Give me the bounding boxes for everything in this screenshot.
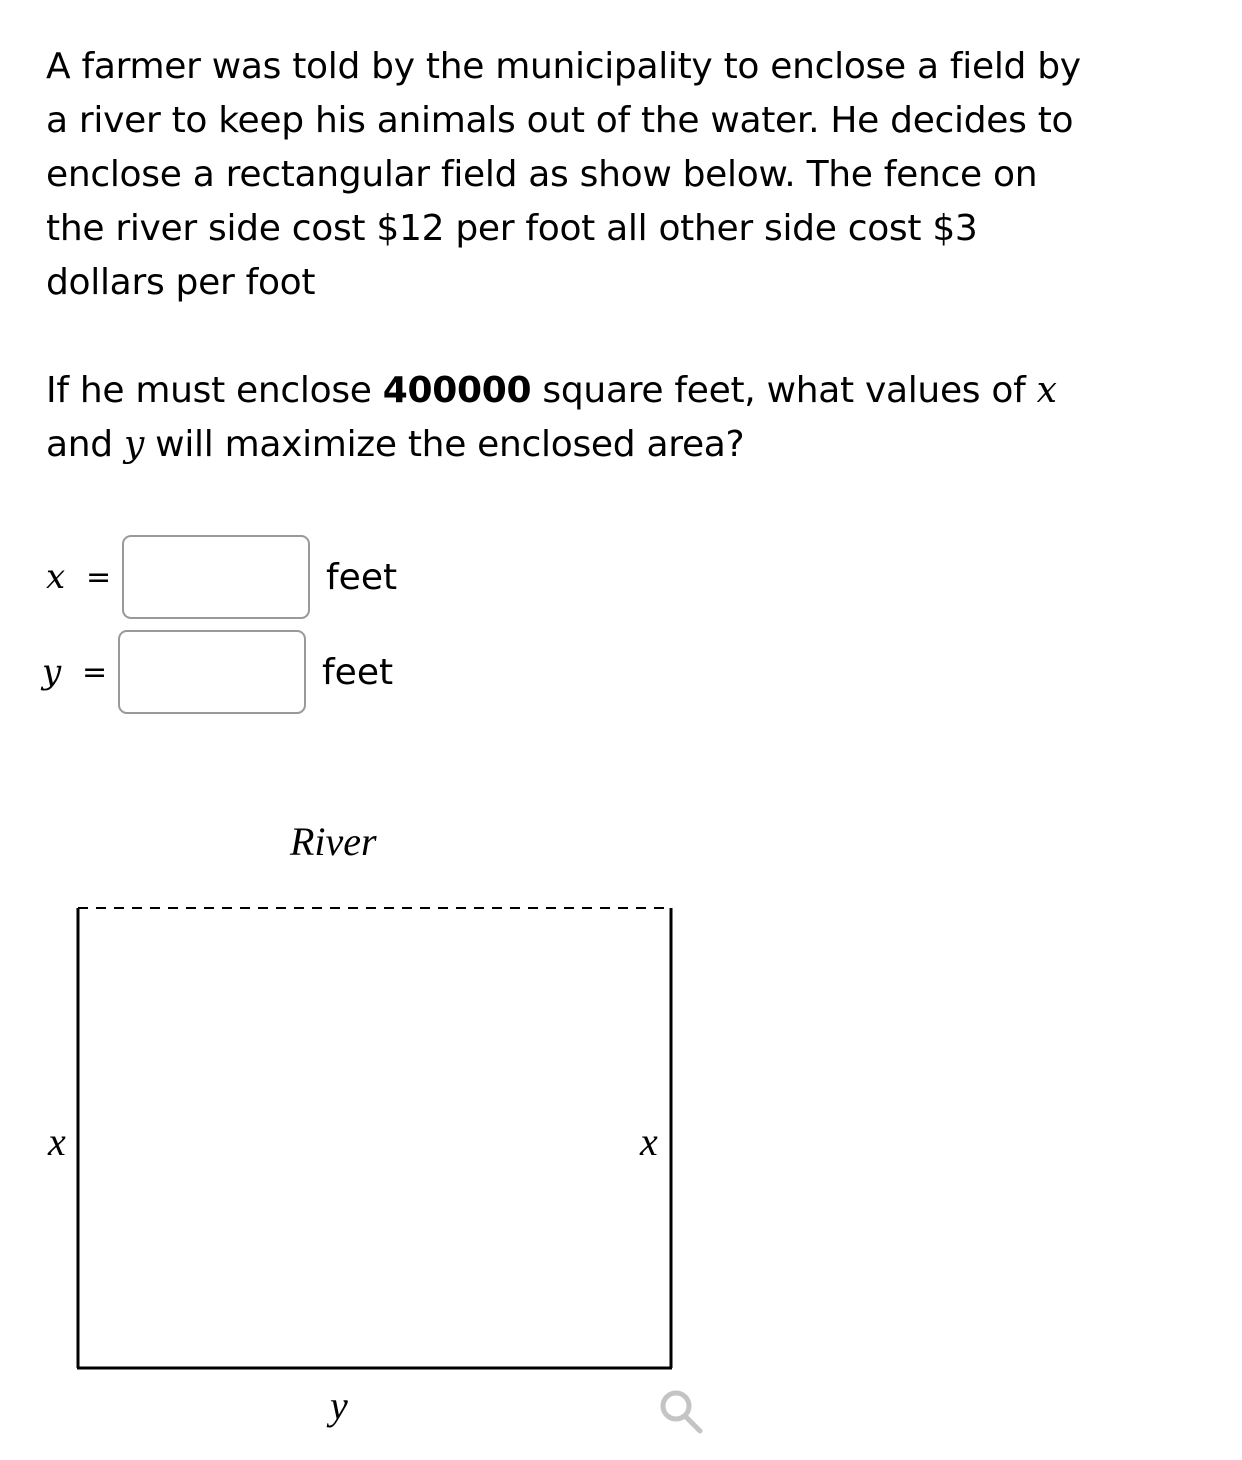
equals-sign: = bbox=[86, 559, 112, 595]
equals-sign: = bbox=[82, 654, 108, 690]
question-text: and bbox=[46, 424, 124, 465]
magnifier-icon bbox=[663, 1393, 700, 1431]
left-x-label: x bbox=[48, 1119, 66, 1164]
bottom-y-label: y bbox=[330, 1383, 348, 1428]
problem-line: A farmer was told by the municipality to enclose a field by bbox=[46, 46, 1081, 87]
question-text: If he must enclose bbox=[46, 370, 383, 411]
problem-line: dollars per foot bbox=[46, 262, 316, 303]
var-y: y bbox=[123, 424, 145, 465]
problem-line: a river to keep his animals out of the water. He decides to bbox=[46, 100, 1074, 141]
unit-label: feet bbox=[326, 556, 398, 598]
question-text: square feet, what values of bbox=[531, 370, 1037, 411]
var-label: x bbox=[46, 557, 66, 597]
unit-label: feet bbox=[322, 651, 394, 693]
question-text: will maximize the enclosed area? bbox=[144, 424, 745, 465]
problem-line: the river side cost $12 per foot all other side cost $3 bbox=[46, 208, 978, 249]
var-label: y bbox=[42, 652, 62, 692]
right-x-label: x bbox=[640, 1119, 658, 1164]
river-label: River bbox=[290, 819, 377, 864]
var-x: x bbox=[1036, 370, 1057, 411]
area-value: 400000 bbox=[382, 370, 532, 411]
problem-line: enclose a rectangular field as show below. The fence on bbox=[46, 154, 1038, 195]
